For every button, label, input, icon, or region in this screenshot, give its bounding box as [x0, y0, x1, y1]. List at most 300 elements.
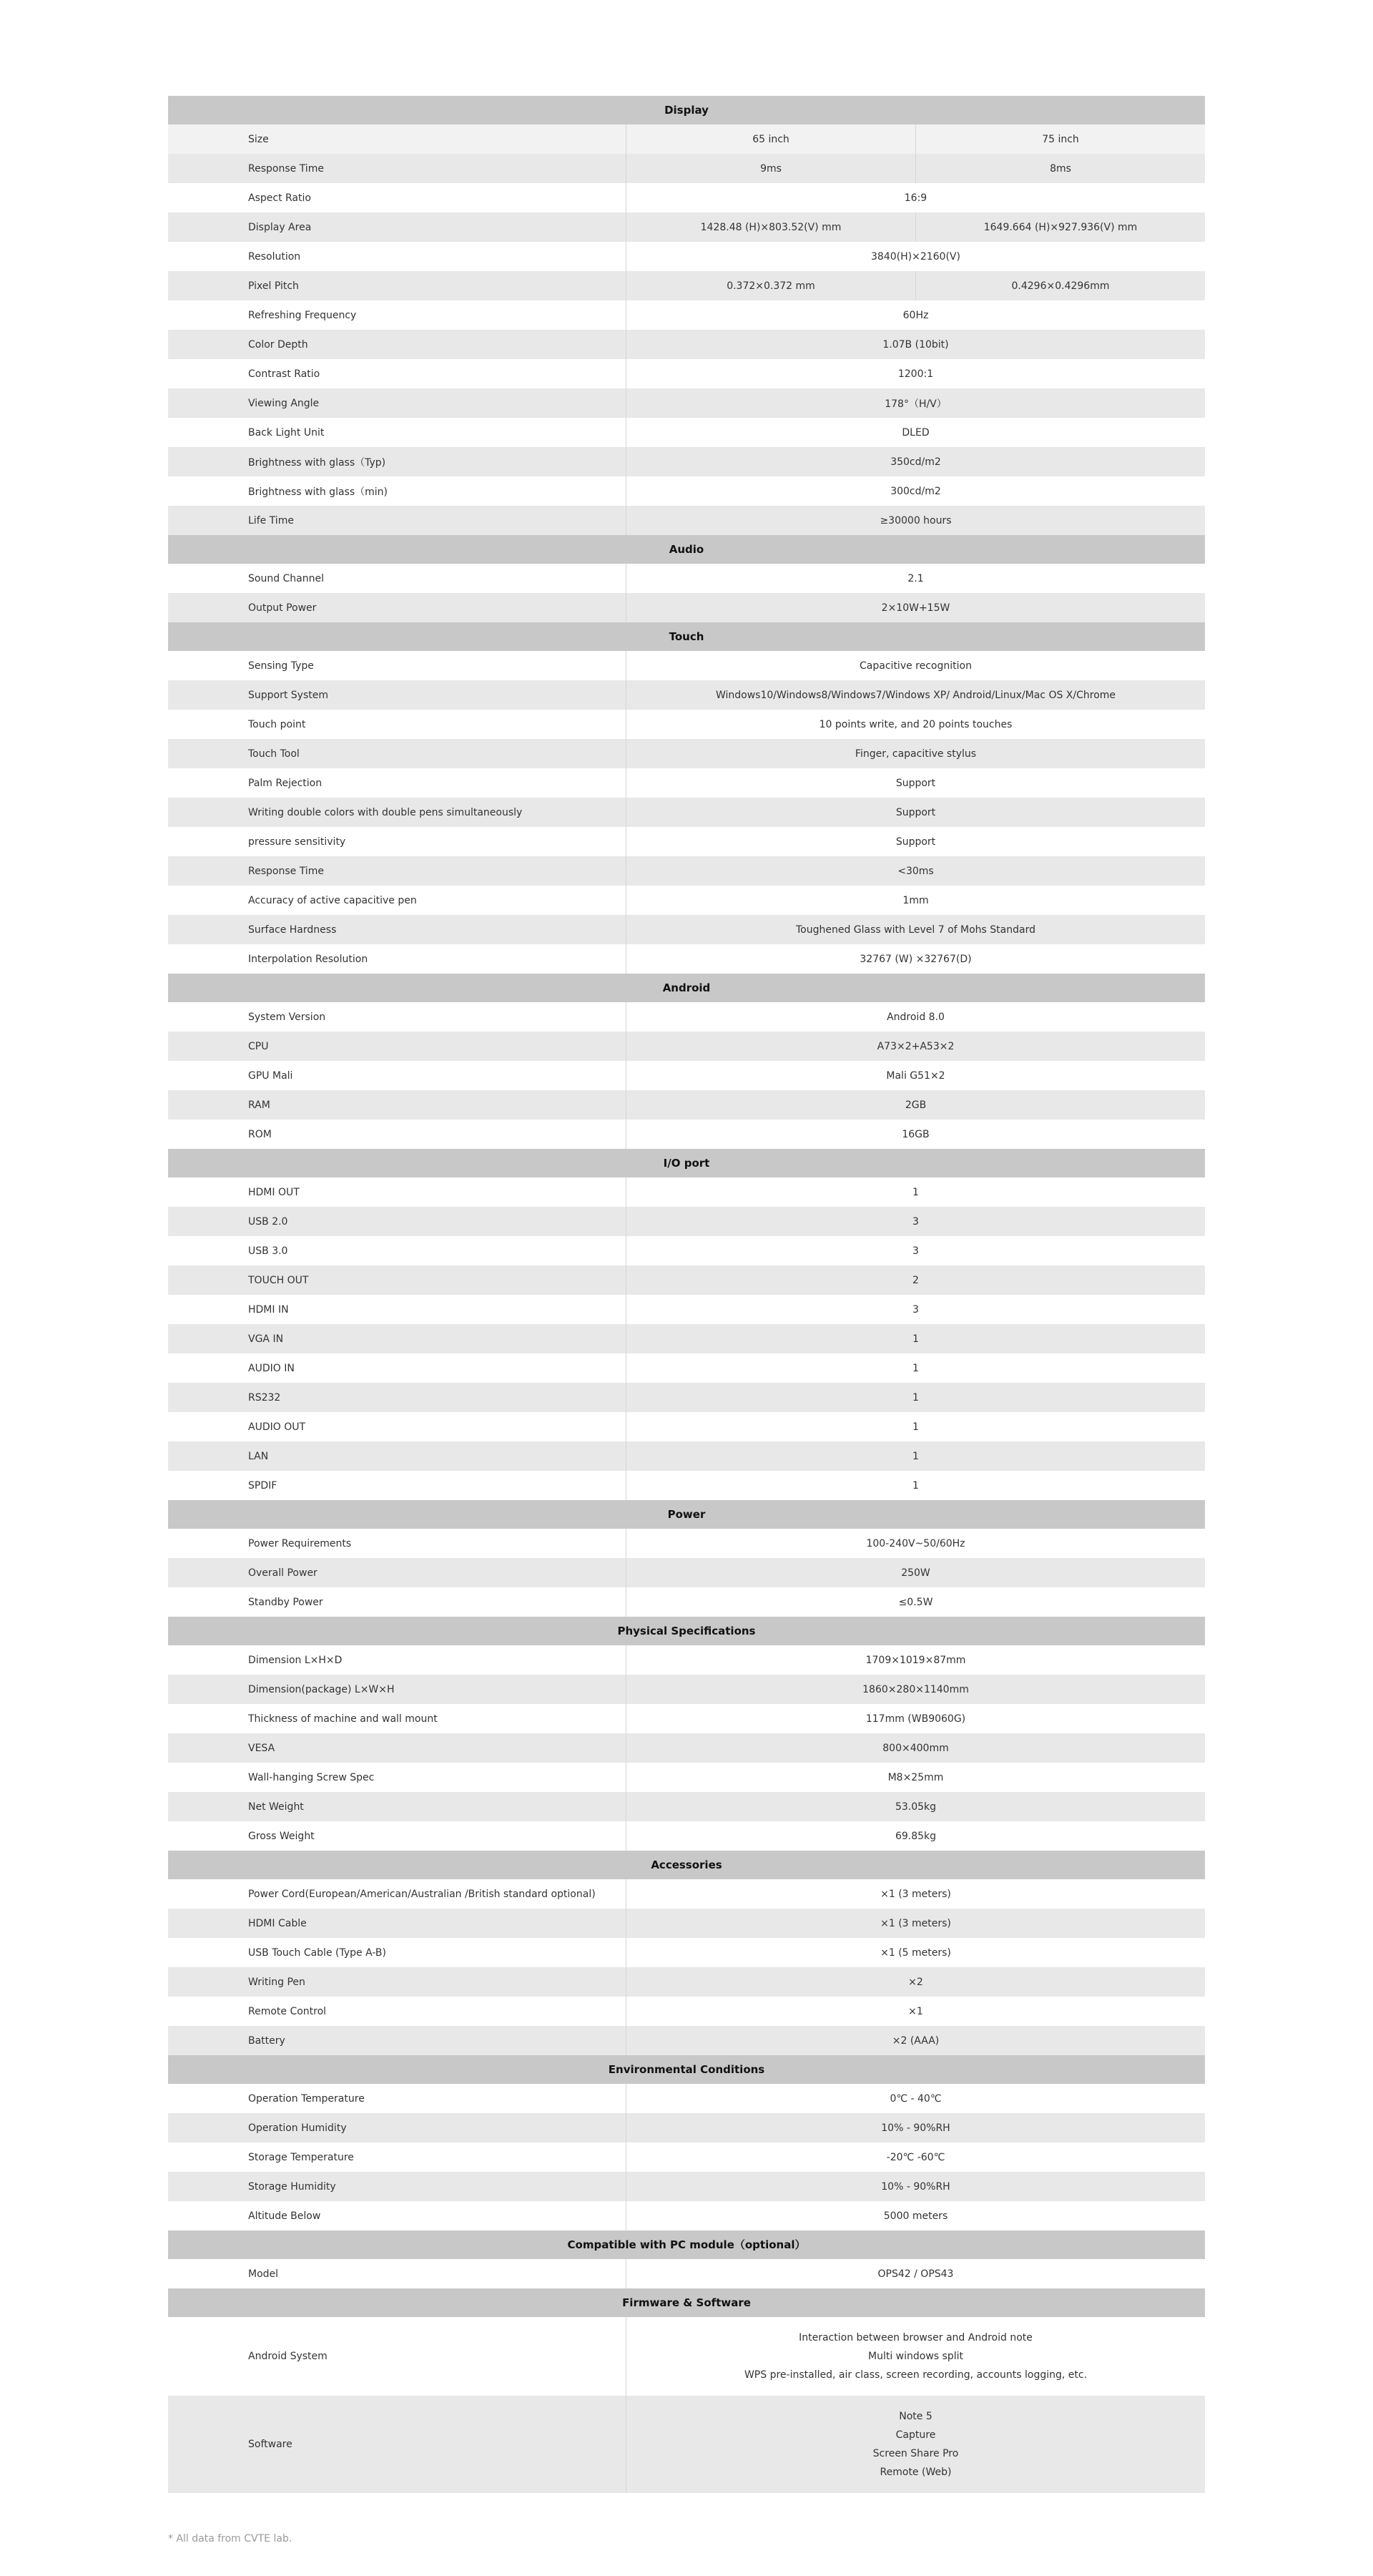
spec-values [626, 1236, 1205, 1265]
spec-row [168, 710, 1205, 739]
spec-row [168, 506, 1205, 535]
spec-values [626, 2142, 1205, 2172]
spec-value: 69.85kg [895, 1830, 937, 1842]
spec-row [168, 1353, 1205, 1383]
spec-row [168, 651, 1205, 680]
spec-row [168, 1177, 1205, 1207]
spec-row [168, 1763, 1205, 1792]
spec-label: Viewing Angle [168, 388, 626, 418]
spec-value: -20℃ -60℃ [886, 2151, 945, 2163]
spec-label: Sensing Type [168, 651, 626, 680]
spec-values [626, 1353, 1205, 1383]
spec-value [626, 2317, 1205, 2396]
spec-label: pressure sensitivity [168, 827, 626, 856]
section-header: Accessories [168, 1851, 1205, 1879]
spec-value-line: WPS pre-installed, air class, screen recording, accounts logging, etc. [744, 2369, 1088, 2381]
spec-value: Support [895, 806, 936, 818]
spec-values [626, 1324, 1205, 1353]
spec-value: 60Hz [902, 309, 929, 321]
spec-row [168, 154, 1205, 183]
section-firmware-software [168, 2288, 1205, 2493]
section-header: Audio [168, 535, 1205, 564]
spec-value: 1 [912, 1479, 919, 1492]
spec-row [168, 1002, 1205, 1032]
spec-values [626, 1002, 1205, 1032]
spec-values [626, 1032, 1205, 1061]
spec-value: 800×400mm [882, 1742, 949, 1754]
spec-row [168, 2084, 1205, 2113]
spec-row [168, 1821, 1205, 1851]
spec-row [168, 768, 1205, 798]
spec-value: 5000 meters [883, 2210, 948, 2222]
spec-label: USB 3.0 [168, 1236, 626, 1265]
spec-values [626, 1383, 1205, 1412]
spec-value: 3 [912, 1245, 919, 1257]
spec-values [626, 1645, 1205, 1675]
spec-value: 3840(H)×2160(V) [871, 250, 960, 263]
spec-values [626, 2172, 1205, 2201]
spec-row [168, 798, 1205, 827]
spec-value: ×2 [908, 1976, 923, 1988]
spec-label: Palm Rejection [168, 768, 626, 798]
spec-values [626, 2317, 1205, 2396]
spec-label: VGA IN [168, 1324, 626, 1353]
spec-row [168, 271, 1205, 300]
spec-values [626, 1265, 1205, 1295]
spec-row [168, 1967, 1205, 1997]
spec-values [626, 330, 1205, 359]
spec-values [626, 1558, 1205, 1587]
spec-value: 1 [912, 1450, 919, 1462]
spec-row [168, 1675, 1205, 1704]
spec-row [168, 476, 1205, 506]
spec-row [168, 1733, 1205, 1763]
spec-label: Accuracy of active capacitive pen [168, 886, 626, 915]
spec-values [626, 856, 1205, 886]
section-header: Touch [168, 622, 1205, 651]
spec-label: Surface Hardness [168, 915, 626, 944]
spec-value: 250W [901, 1567, 930, 1579]
spec-row [168, 2396, 1205, 2493]
spec-value: 1 [912, 1186, 919, 1198]
spec-values [626, 388, 1205, 418]
spec-values [626, 2259, 1205, 2288]
spec-value: Capacitive recognition [860, 660, 972, 672]
spec-values [626, 944, 1205, 974]
spec-label: Interpolation Resolution [168, 944, 626, 974]
spec-label: AUDIO IN [168, 1353, 626, 1383]
spec-value: 2GB [905, 1099, 927, 1111]
spec-value: 9ms [760, 162, 782, 175]
spec-row [168, 2172, 1205, 2201]
spec-label: Software [168, 2396, 626, 2493]
spec-label: Back Light Unit [168, 418, 626, 447]
spec-row [168, 915, 1205, 944]
spec-label: Display Area [168, 212, 626, 242]
spec-row [168, 1704, 1205, 1733]
spec-value: 117mm (WB9060G) [865, 1713, 966, 1725]
spec-row [168, 2317, 1205, 2396]
spec-label: Operation Temperature [168, 2084, 626, 2113]
spec-values [626, 827, 1205, 856]
spec-row [168, 944, 1205, 974]
spec-value: Support [895, 836, 936, 848]
spec-values [626, 1090, 1205, 1120]
spec-row [168, 124, 1205, 154]
spec-value: ×1 (5 meters) [880, 1946, 951, 1959]
spec-value: 1 [912, 1362, 919, 1374]
spec-values [626, 1763, 1205, 1792]
spec-label: Storage Temperature [168, 2142, 626, 2172]
spec-values [626, 1792, 1205, 1821]
spec-label: Resolution [168, 242, 626, 271]
spec-label: HDMI Cable [168, 1909, 626, 1938]
spec-row [168, 1090, 1205, 1120]
spec-values [626, 739, 1205, 768]
section-physical-specifications [168, 1617, 1205, 1851]
spec-row [168, 1938, 1205, 1967]
spec-value: A73×2+A53×2 [877, 1040, 955, 1052]
spec-values [626, 1177, 1205, 1207]
spec-value: OPS42 / OPS43 [877, 2268, 954, 2280]
spec-label: HDMI IN [168, 1295, 626, 1324]
spec-label: Pixel Pitch [168, 271, 626, 300]
spec-values [626, 476, 1205, 506]
spec-label: Brightness with glass（Typ) [168, 447, 626, 476]
spec-row [168, 680, 1205, 710]
spec-value: ×2 (AAA) [892, 2034, 940, 2047]
section-header: Android [168, 974, 1205, 1002]
spec-value: 350cd/m2 [890, 456, 941, 468]
spec-row [168, 1997, 1205, 2026]
spec-row [168, 593, 1205, 622]
spec-value: Mali G51×2 [886, 1069, 945, 1082]
spec-values [626, 564, 1205, 593]
spec-value-line: Note 5 [899, 2411, 932, 2422]
spec-row [168, 183, 1205, 212]
section-accessories [168, 1851, 1205, 2055]
spec-value-line: Interaction between browser and Android note [799, 2332, 1033, 2344]
spec-value: 1649.664 (H)×927.936(V) mm [915, 212, 1205, 242]
spec-label: Touch point [168, 710, 626, 739]
spec-row [168, 212, 1205, 242]
spec-value: Toughened Glass with Level 7 of Mohs Standard [796, 924, 1035, 936]
spec-value: 1200:1 [897, 368, 934, 380]
spec-row [168, 2113, 1205, 2142]
spec-row [168, 739, 1205, 768]
spec-value-line: Remote (Web) [880, 2467, 952, 2478]
spec-row [168, 1412, 1205, 1441]
spec-label: SPDIF [168, 1471, 626, 1500]
spec-row [168, 856, 1205, 886]
spec-value: <30ms [897, 865, 934, 877]
spec-label: ROM [168, 1120, 626, 1149]
spec-label: Response Time [168, 856, 626, 886]
spec-row [168, 1120, 1205, 1149]
spec-row [168, 2259, 1205, 2288]
spec-values [626, 212, 1205, 242]
section-android [168, 974, 1205, 1149]
spec-label: Altitude Below [168, 2201, 626, 2230]
spec-values [626, 710, 1205, 739]
spec-label: Size [168, 124, 626, 154]
footnote: * All data from CVTE lab. [168, 2533, 292, 2545]
spec-table [168, 96, 1205, 2493]
spec-label: GPU Mali [168, 1061, 626, 1090]
spec-value: M8×25mm [887, 1771, 944, 1783]
spec-value: 1709×1019×87mm [865, 1654, 966, 1666]
spec-value: 75 inch [915, 124, 1205, 154]
spec-value: 53.05kg [895, 1801, 937, 1813]
spec-label: Storage Humidity [168, 2172, 626, 2201]
spec-values [626, 1938, 1205, 1967]
spec-value: 32767 (W) ×32767(D) [860, 953, 972, 965]
spec-value: ×1 (3 meters) [880, 1917, 951, 1929]
section-header: I/O port [168, 1149, 1205, 1177]
spec-label: Android System [168, 2317, 626, 2396]
spec-row [168, 886, 1205, 915]
spec-values [626, 242, 1205, 271]
spec-value: 10% - 90%RH [881, 2122, 950, 2134]
spec-values [626, 300, 1205, 330]
spec-row [168, 1879, 1205, 1909]
spec-value: 1mm [902, 894, 929, 906]
spec-values [626, 1061, 1205, 1090]
spec-value: 16:9 [904, 192, 927, 204]
section-environmental-conditions [168, 2055, 1205, 2230]
spec-row [168, 330, 1205, 359]
spec-value: 3 [912, 1303, 919, 1316]
spec-values [626, 1529, 1205, 1558]
spec-row [168, 1032, 1205, 1061]
spec-row [168, 1295, 1205, 1324]
spec-value: 1860×280×1140mm [862, 1683, 969, 1695]
spec-value: ≤0.5W [898, 1596, 933, 1608]
spec-values [626, 418, 1205, 447]
spec-row [168, 1645, 1205, 1675]
spec-row [168, 1236, 1205, 1265]
spec-values [626, 680, 1205, 710]
spec-label: TOUCH OUT [168, 1265, 626, 1295]
spec-value: 16GB [902, 1128, 930, 1140]
spec-values [626, 1295, 1205, 1324]
spec-value: 2.1 [907, 572, 924, 584]
spec-value: 1 [912, 1421, 919, 1433]
section-display [168, 96, 1205, 535]
spec-values [626, 651, 1205, 680]
spec-label: Touch Tool [168, 739, 626, 768]
spec-value: ≥30000 hours [880, 514, 952, 527]
section-header: Power [168, 1500, 1205, 1529]
spec-value-line: Capture [895, 2429, 936, 2441]
spec-value: 1.07B (10bit) [882, 338, 949, 351]
spec-values [626, 1120, 1205, 1149]
spec-values [626, 1207, 1205, 1236]
spec-values [626, 1704, 1205, 1733]
section-header: Compatible with PC module（optional） [168, 2230, 1205, 2259]
spec-value: 2×10W+15W [881, 602, 950, 614]
spec-values [626, 1821, 1205, 1851]
spec-values [626, 915, 1205, 944]
spec-label: Operation Humidity [168, 2113, 626, 2142]
spec-row [168, 564, 1205, 593]
spec-values [626, 1441, 1205, 1471]
spec-label: Power Requirements [168, 1529, 626, 1558]
spec-label: USB Touch Cable (Type A-B) [168, 1938, 626, 1967]
spec-value-line: Screen Share Pro [872, 2448, 959, 2459]
spec-values [626, 359, 1205, 388]
section-header: Environmental Conditions [168, 2055, 1205, 2084]
spec-label: LAN [168, 1441, 626, 1471]
section-i-o-port [168, 1149, 1205, 1500]
spec-value: Windows10/Windows8/Windows7/Windows XP/ Android/Linux/Mac OS X/Chrome [715, 689, 1116, 701]
spec-values [626, 798, 1205, 827]
spec-values [626, 2084, 1205, 2113]
spec-values [626, 886, 1205, 915]
section-touch [168, 622, 1205, 974]
spec-value [626, 2396, 1205, 2493]
spec-value: 3 [912, 1215, 919, 1228]
spec-values [626, 1675, 1205, 1704]
spec-value-line: Multi windows split [868, 2351, 963, 2362]
spec-value: 10 points write, and 20 points touches [819, 718, 1013, 730]
spec-label: Dimension L×H×D [168, 1645, 626, 1675]
spec-value: DLED [902, 426, 930, 439]
spec-value: 1 [912, 1391, 919, 1404]
spec-row [168, 827, 1205, 856]
spec-label: Wall-hanging Screw Spec [168, 1763, 626, 1792]
spec-row [168, 1792, 1205, 1821]
spec-label: Remote Control [168, 1997, 626, 2026]
spec-values [626, 271, 1205, 300]
spec-value: ×1 [908, 2005, 923, 2017]
spec-row [168, 1441, 1205, 1471]
spec-label: Battery [168, 2026, 626, 2055]
spec-values [626, 2396, 1205, 2493]
spec-row [168, 1207, 1205, 1236]
section-audio [168, 535, 1205, 622]
spec-label: Aspect Ratio [168, 183, 626, 212]
spec-row [168, 2201, 1205, 2230]
spec-label: Power Cord(European/American/Australian /British standard optional) [168, 1879, 626, 1909]
spec-value: ×1 (3 meters) [880, 1888, 951, 1900]
spec-label: Gross Weight [168, 1821, 626, 1851]
spec-label: HDMI OUT [168, 1177, 626, 1207]
spec-values [626, 183, 1205, 212]
spec-label: Output Power [168, 593, 626, 622]
spec-value: 10% - 90%RH [881, 2180, 950, 2193]
spec-row [168, 1265, 1205, 1295]
spec-value: 0℃ - 40℃ [890, 2092, 942, 2105]
spec-label: Support System [168, 680, 626, 710]
spec-row [168, 1324, 1205, 1353]
spec-values [626, 1997, 1205, 2026]
spec-label: Contrast Ratio [168, 359, 626, 388]
spec-label: Model [168, 2259, 626, 2288]
spec-label: Sound Channel [168, 564, 626, 593]
spec-values [626, 1587, 1205, 1617]
spec-value: 1428.48 (H)×803.52(V) mm [700, 221, 842, 233]
spec-row [168, 359, 1205, 388]
spec-value: 178°（H/V） [885, 398, 947, 410]
spec-row [168, 1061, 1205, 1090]
spec-label: USB 2.0 [168, 1207, 626, 1236]
spec-row [168, 2142, 1205, 2172]
spec-label: Overall Power [168, 1558, 626, 1587]
spec-label: Life Time [168, 506, 626, 535]
spec-value: Support [895, 777, 936, 789]
spec-values [626, 124, 1205, 154]
spec-values [626, 1733, 1205, 1763]
spec-label: Net Weight [168, 1792, 626, 1821]
spec-row [168, 1909, 1205, 1938]
spec-row [168, 2026, 1205, 2055]
section-compatible-with-pc-module-optional [168, 2230, 1205, 2288]
spec-label: Dimension(package) L×W×H [168, 1675, 626, 1704]
spec-row [168, 1471, 1205, 1500]
spec-values [626, 1879, 1205, 1909]
spec-label: AUDIO OUT [168, 1412, 626, 1441]
spec-label: Response Time [168, 154, 626, 183]
spec-row [168, 1383, 1205, 1412]
spec-value: 0.372×0.372 mm [727, 280, 815, 292]
spec-value: 2 [912, 1274, 919, 1286]
spec-values [626, 447, 1205, 476]
spec-values [626, 1412, 1205, 1441]
spec-label: RAM [168, 1090, 626, 1120]
spec-values [626, 2113, 1205, 2142]
section-power [168, 1500, 1205, 1617]
spec-value: Finger, capacitive stylus [855, 748, 977, 760]
spec-values [626, 154, 1205, 183]
spec-values [626, 1967, 1205, 1997]
spec-label: Standby Power [168, 1587, 626, 1617]
spec-label: Writing double colors with double pens simultaneously [168, 798, 626, 827]
spec-values [626, 2201, 1205, 2230]
spec-label: CPU [168, 1032, 626, 1061]
section-header: Firmware & Software [168, 2288, 1205, 2317]
spec-label: Color Depth [168, 330, 626, 359]
spec-values [626, 1909, 1205, 1938]
spec-label: VESA [168, 1733, 626, 1763]
section-header: Physical Specifications [168, 1617, 1205, 1645]
section-header: Display [168, 96, 1205, 124]
spec-row [168, 1587, 1205, 1617]
spec-label: System Version [168, 1002, 626, 1032]
spec-value: 100-240V~50/60Hz [866, 1537, 965, 1549]
spec-value: 1 [912, 1333, 919, 1345]
spec-row [168, 388, 1205, 418]
spec-label: RS232 [168, 1383, 626, 1412]
spec-values [626, 2026, 1205, 2055]
spec-label: Brightness with glass（min) [168, 476, 626, 506]
spec-row [168, 1558, 1205, 1587]
spec-values [626, 1471, 1205, 1500]
spec-value: Android 8.0 [887, 1011, 945, 1023]
spec-label: Thickness of machine and wall mount [168, 1704, 626, 1733]
spec-row [168, 300, 1205, 330]
spec-row [168, 418, 1205, 447]
spec-values [626, 506, 1205, 535]
spec-label: Refreshing Frequency [168, 300, 626, 330]
spec-value: 0.4296×0.4296mm [915, 271, 1205, 300]
spec-row [168, 242, 1205, 271]
spec-value: 65 inch [752, 133, 789, 145]
spec-row [168, 447, 1205, 476]
spec-values [626, 593, 1205, 622]
spec-value: 300cd/m2 [890, 485, 941, 497]
spec-label: Writing Pen [168, 1967, 626, 1997]
